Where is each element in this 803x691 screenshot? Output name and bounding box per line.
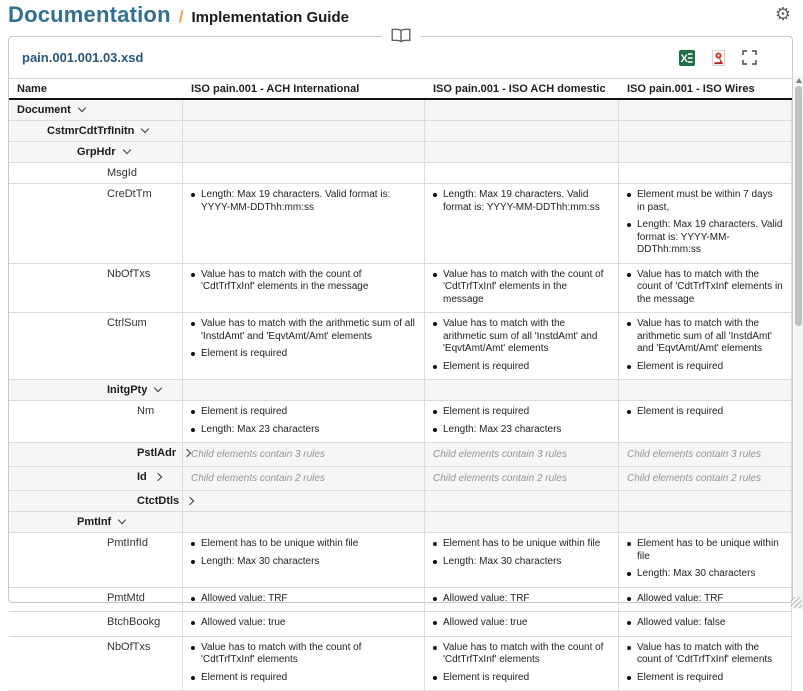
bullet-dot-icon <box>433 322 437 326</box>
element-name: MsgId <box>107 167 137 179</box>
element-name: Id <box>137 471 147 483</box>
panel-actions <box>679 50 779 66</box>
element-name: CtrlSum <box>107 317 147 329</box>
bullet-dot-icon <box>191 597 195 601</box>
table-row <box>9 533 792 588</box>
rule-text: Length: Max 23 characters <box>201 424 319 437</box>
scrollbar-thumb[interactable] <box>795 86 802 326</box>
bullet-dot-icon <box>191 352 195 356</box>
bullet-dot-icon <box>627 676 631 680</box>
rule-text: Allowed value: false <box>637 617 725 630</box>
table-header-row <box>9 79 792 100</box>
element-name: CstmrCdtTrfInitn <box>47 125 134 137</box>
bullet-dot-icon <box>627 365 631 369</box>
bullet-dot-icon <box>433 365 437 369</box>
child-rules-note: Child elements contain 2 rules <box>619 467 791 490</box>
element-name-cell <box>9 163 183 183</box>
rule-text: Element must be within 7 days in past, <box>637 189 783 214</box>
bullet-dot-icon <box>433 542 437 546</box>
rule-text: Element is required <box>201 672 287 685</box>
rules-cell <box>183 443 425 466</box>
rule-text: Length: Max 30 characters <box>201 556 319 569</box>
element-name-cell[interactable] <box>9 512 183 532</box>
element-name-cell <box>9 588 183 612</box>
rules-cell <box>619 313 792 379</box>
rules-cell <box>425 163 619 183</box>
element-name: Nm <box>137 405 154 417</box>
bullet-dot-icon <box>433 676 437 680</box>
rules-cell <box>425 491 619 511</box>
rules-cell <box>619 401 792 442</box>
chevron-down-icon[interactable] <box>122 146 130 154</box>
rule-text: Element has to be unique within file <box>637 538 783 563</box>
rule-text: Length: Max 19 characters. Valid format is: YYYY-MM-DDThh:mm:ss <box>637 219 783 257</box>
chevron-right-icon[interactable] <box>154 473 162 481</box>
chevron-down-icon[interactable] <box>118 516 126 524</box>
rules-cell <box>425 121 619 141</box>
rules-cell <box>619 612 792 636</box>
bullet-dot-icon <box>191 410 195 414</box>
table-row <box>9 121 792 142</box>
child-rules-note: Child elements contain 3 rules <box>425 443 618 466</box>
rules-cell <box>425 637 619 691</box>
bullet-dot-icon <box>433 193 437 197</box>
rules-cell <box>425 264 619 313</box>
bullet-dot-icon <box>627 646 631 650</box>
child-rules-note: Child elements contain 3 rules <box>619 443 791 466</box>
rules-cell <box>619 380 792 400</box>
table-row <box>9 142 792 163</box>
element-name: GrpHdr <box>77 146 116 158</box>
vertical-scrollbar[interactable] <box>794 76 803 609</box>
rules-cell <box>425 142 619 162</box>
rules-cell <box>183 512 425 532</box>
page-subtitle: Implementation Guide <box>191 9 349 26</box>
rules-cell <box>619 467 792 490</box>
table-row <box>9 443 792 467</box>
rules-cell <box>425 588 619 612</box>
element-name: CreDtTm <box>107 188 152 200</box>
bullet-dot-icon <box>191 428 195 432</box>
rules-cell <box>425 533 619 587</box>
rule-text: Length: Max 19 characters. Valid format is: YYYY-MM-DDThh:mm:ss <box>443 189 610 214</box>
bullet-dot-icon <box>627 193 631 197</box>
rules-cell <box>183 380 425 400</box>
rules-cell <box>183 313 425 379</box>
bullet-dot-icon <box>433 597 437 601</box>
column-header-iso-ach-domestic: ISO pain.001 - ISO ACH domestic <box>425 79 619 98</box>
book-icon[interactable] <box>382 28 420 43</box>
rules-cell <box>619 512 792 532</box>
element-name: NbOfTxs <box>107 268 150 280</box>
rule-text: Element is required <box>201 348 287 361</box>
rule-text: Element is required <box>637 361 723 374</box>
rules-cell <box>183 588 425 612</box>
rules-cell <box>425 512 619 532</box>
rule-text: Length: Max 30 characters <box>443 556 561 569</box>
rule-text: Length: Max 19 characters. Valid format is: YYYY-MM-DDThh:mm:ss <box>201 189 416 214</box>
rules-cell <box>619 637 792 691</box>
child-rules-note: Child elements contain 2 rules <box>183 467 424 490</box>
element-name-cell[interactable] <box>9 142 183 162</box>
element-name-cell[interactable] <box>9 121 183 141</box>
bullet-dot-icon <box>191 193 195 197</box>
bullet-dot-icon <box>433 646 437 650</box>
rules-cell <box>425 313 619 379</box>
bullet-dot-icon <box>433 428 437 432</box>
child-rules-note: Child elements contain 2 rules <box>425 467 618 490</box>
element-name: PmtInf <box>77 516 111 528</box>
rules-cell <box>425 467 619 490</box>
chevron-down-icon[interactable] <box>141 125 149 133</box>
rule-text: Element is required <box>443 406 529 419</box>
rules-cell <box>619 264 792 313</box>
rule-text: Element is required <box>443 361 529 374</box>
implementation-table <box>9 78 792 602</box>
rules-cell <box>425 401 619 442</box>
table-row <box>9 467 792 491</box>
excel-export-icon[interactable] <box>679 50 695 66</box>
rules-cell <box>183 264 425 313</box>
element-name-cell[interactable] <box>9 100 183 120</box>
rule-text: Value has to match with the arithmetic sum of all 'InstdAmt' and 'EqvtAmt/Amt' elements <box>201 318 416 343</box>
fullscreen-icon[interactable] <box>742 50 757 65</box>
rules-cell <box>619 121 792 141</box>
element-name: BtchBookg <box>107 616 160 628</box>
page-title[interactable]: Documentation <box>8 2 171 28</box>
bullet-dot-icon <box>191 646 195 650</box>
rules-cell <box>425 443 619 466</box>
element-name-cell <box>9 612 183 636</box>
rule-text: Value has to match with the arithmetic sum of all 'InstdAmt' and 'EqvtAmt/Amt' elements <box>637 318 783 356</box>
rules-cell <box>183 612 425 636</box>
element-name-cell[interactable] <box>9 380 183 400</box>
element-name-cell <box>9 184 183 263</box>
rule-text: Value has to match with the count of 'CdtTrfTxInf' elements in the message <box>637 269 783 307</box>
element-name: CtctDtls <box>137 495 179 507</box>
rule-text: Element is required <box>637 406 723 419</box>
element-name-cell <box>9 637 183 691</box>
rule-text: Allowed value: true <box>201 617 286 630</box>
rules-cell <box>619 533 792 587</box>
table-row <box>9 264 792 314</box>
table-row <box>9 100 792 121</box>
table-row <box>9 380 792 401</box>
table-row <box>9 313 792 380</box>
svg-text:X: X <box>681 53 689 65</box>
rules-cell <box>619 588 792 612</box>
table-row <box>9 163 792 184</box>
table-row <box>9 612 792 637</box>
bullet-dot-icon <box>433 410 437 414</box>
bullet-dot-icon <box>627 597 631 601</box>
bullet-dot-icon <box>433 621 437 625</box>
rule-text: Element is required <box>443 672 529 685</box>
bullet-dot-icon <box>627 572 631 576</box>
panel-header <box>9 37 792 78</box>
element-name-cell <box>9 401 183 442</box>
rule-text: Length: Max 30 characters <box>637 568 755 581</box>
table-row <box>9 401 792 443</box>
rules-cell <box>183 467 425 490</box>
element-name: PstlAdr <box>137 447 176 459</box>
chevron-down-icon[interactable] <box>78 104 86 112</box>
rule-text: Value has to match with the count of 'CdtTrfTxInf' elements in the message <box>443 269 610 307</box>
rule-text: Allowed value: TRF <box>443 593 530 606</box>
pdf-export-icon[interactable] <box>711 50 726 66</box>
element-name-cell <box>9 533 183 587</box>
bullet-dot-icon <box>191 542 195 546</box>
element-name: PmtMtd <box>107 592 145 604</box>
rule-text: Element has to be unique within file <box>201 538 358 551</box>
chevron-down-icon[interactable] <box>154 384 162 392</box>
bullet-dot-icon <box>433 560 437 564</box>
rules-cell <box>183 142 425 162</box>
rule-text: Value has to match with the count of 'CdtTrfTxInf' elements <box>201 642 416 667</box>
rule-text: Value has to match with the count of 'CdtTrfTxInf' elements <box>637 642 783 667</box>
gear-icon[interactable]: ⚙ <box>775 5 791 23</box>
rule-text: Allowed value: true <box>443 617 528 630</box>
rule-text: Element has to be unique within file <box>443 538 600 551</box>
bullet-dot-icon <box>627 621 631 625</box>
rules-cell <box>619 184 792 263</box>
rules-cell <box>183 121 425 141</box>
element-name-cell <box>9 264 183 313</box>
rule-text: Value has to match with the arithmetic sum of all 'InstdAmt' and 'EqvtAmt/Amt' elements <box>443 318 610 356</box>
element-name: Document <box>17 104 71 116</box>
element-name: PmtInfId <box>107 537 148 549</box>
element-name-cell[interactable] <box>9 443 183 466</box>
rules-cell <box>183 100 425 120</box>
bullet-dot-icon <box>191 322 195 326</box>
rules-cell <box>619 491 792 511</box>
bullet-dot-icon <box>627 322 631 326</box>
rules-cell <box>425 380 619 400</box>
rules-cell <box>425 184 619 263</box>
column-header-iso-wires: ISO pain.001 - ISO Wires <box>619 79 792 98</box>
bullet-dot-icon <box>191 560 195 564</box>
rules-cell <box>619 443 792 466</box>
column-header-name: Name <box>9 79 183 98</box>
rules-cell <box>183 637 425 691</box>
rules-cell <box>183 401 425 442</box>
rule-text: Element is required <box>637 672 723 685</box>
scrollbar-up-arrow-icon[interactable] <box>796 78 802 83</box>
table-row <box>9 512 792 533</box>
table-body <box>9 100 792 691</box>
element-name-cell[interactable] <box>9 467 183 490</box>
rules-cell <box>183 533 425 587</box>
bullet-dot-icon <box>627 223 631 227</box>
resize-grip-icon[interactable] <box>791 597 802 608</box>
table-row <box>9 637 792 691</box>
bullet-dot-icon <box>433 273 437 277</box>
element-name-cell <box>9 313 183 379</box>
bullet-dot-icon <box>627 273 631 277</box>
rule-text: Value has to match with the count of 'CdtTrfTxInf' elements in the message <box>201 269 416 294</box>
bullet-dot-icon <box>191 273 195 277</box>
rules-cell <box>425 612 619 636</box>
rule-text: Length: Max 23 characters <box>443 424 561 437</box>
rules-cell <box>619 100 792 120</box>
breadcrumb-separator: / <box>179 7 184 27</box>
rule-text: Allowed value: TRF <box>637 593 724 606</box>
file-name: pain.001.001.03.xsd <box>22 50 143 65</box>
implementation-guide-panel <box>8 36 793 603</box>
rules-cell <box>425 100 619 120</box>
rules-cell <box>183 184 425 263</box>
element-name-cell[interactable] <box>9 491 183 511</box>
table-row <box>9 588 792 613</box>
rules-cell <box>619 142 792 162</box>
element-name: InitgPty <box>107 384 147 396</box>
bullet-dot-icon <box>191 621 195 625</box>
breadcrumb <box>8 2 773 28</box>
rule-text: Allowed value: TRF <box>201 593 288 606</box>
bullet-dot-icon <box>627 410 631 414</box>
column-header-ach-international: ISO pain.001 - ACH International <box>183 79 425 98</box>
child-rules-note: Child elements contain 3 rules <box>183 443 424 466</box>
element-name: NbOfTxs <box>107 641 150 653</box>
table-row <box>9 491 792 512</box>
bullet-dot-icon <box>627 542 631 546</box>
rule-text: Element is required <box>201 406 287 419</box>
rule-text: Value has to match with the count of 'CdtTrfTxInf' elements <box>443 642 610 667</box>
bullet-dot-icon <box>191 676 195 680</box>
rules-cell <box>619 163 792 183</box>
rules-cell <box>183 491 425 511</box>
table-row <box>9 184 792 264</box>
rules-cell <box>183 163 425 183</box>
